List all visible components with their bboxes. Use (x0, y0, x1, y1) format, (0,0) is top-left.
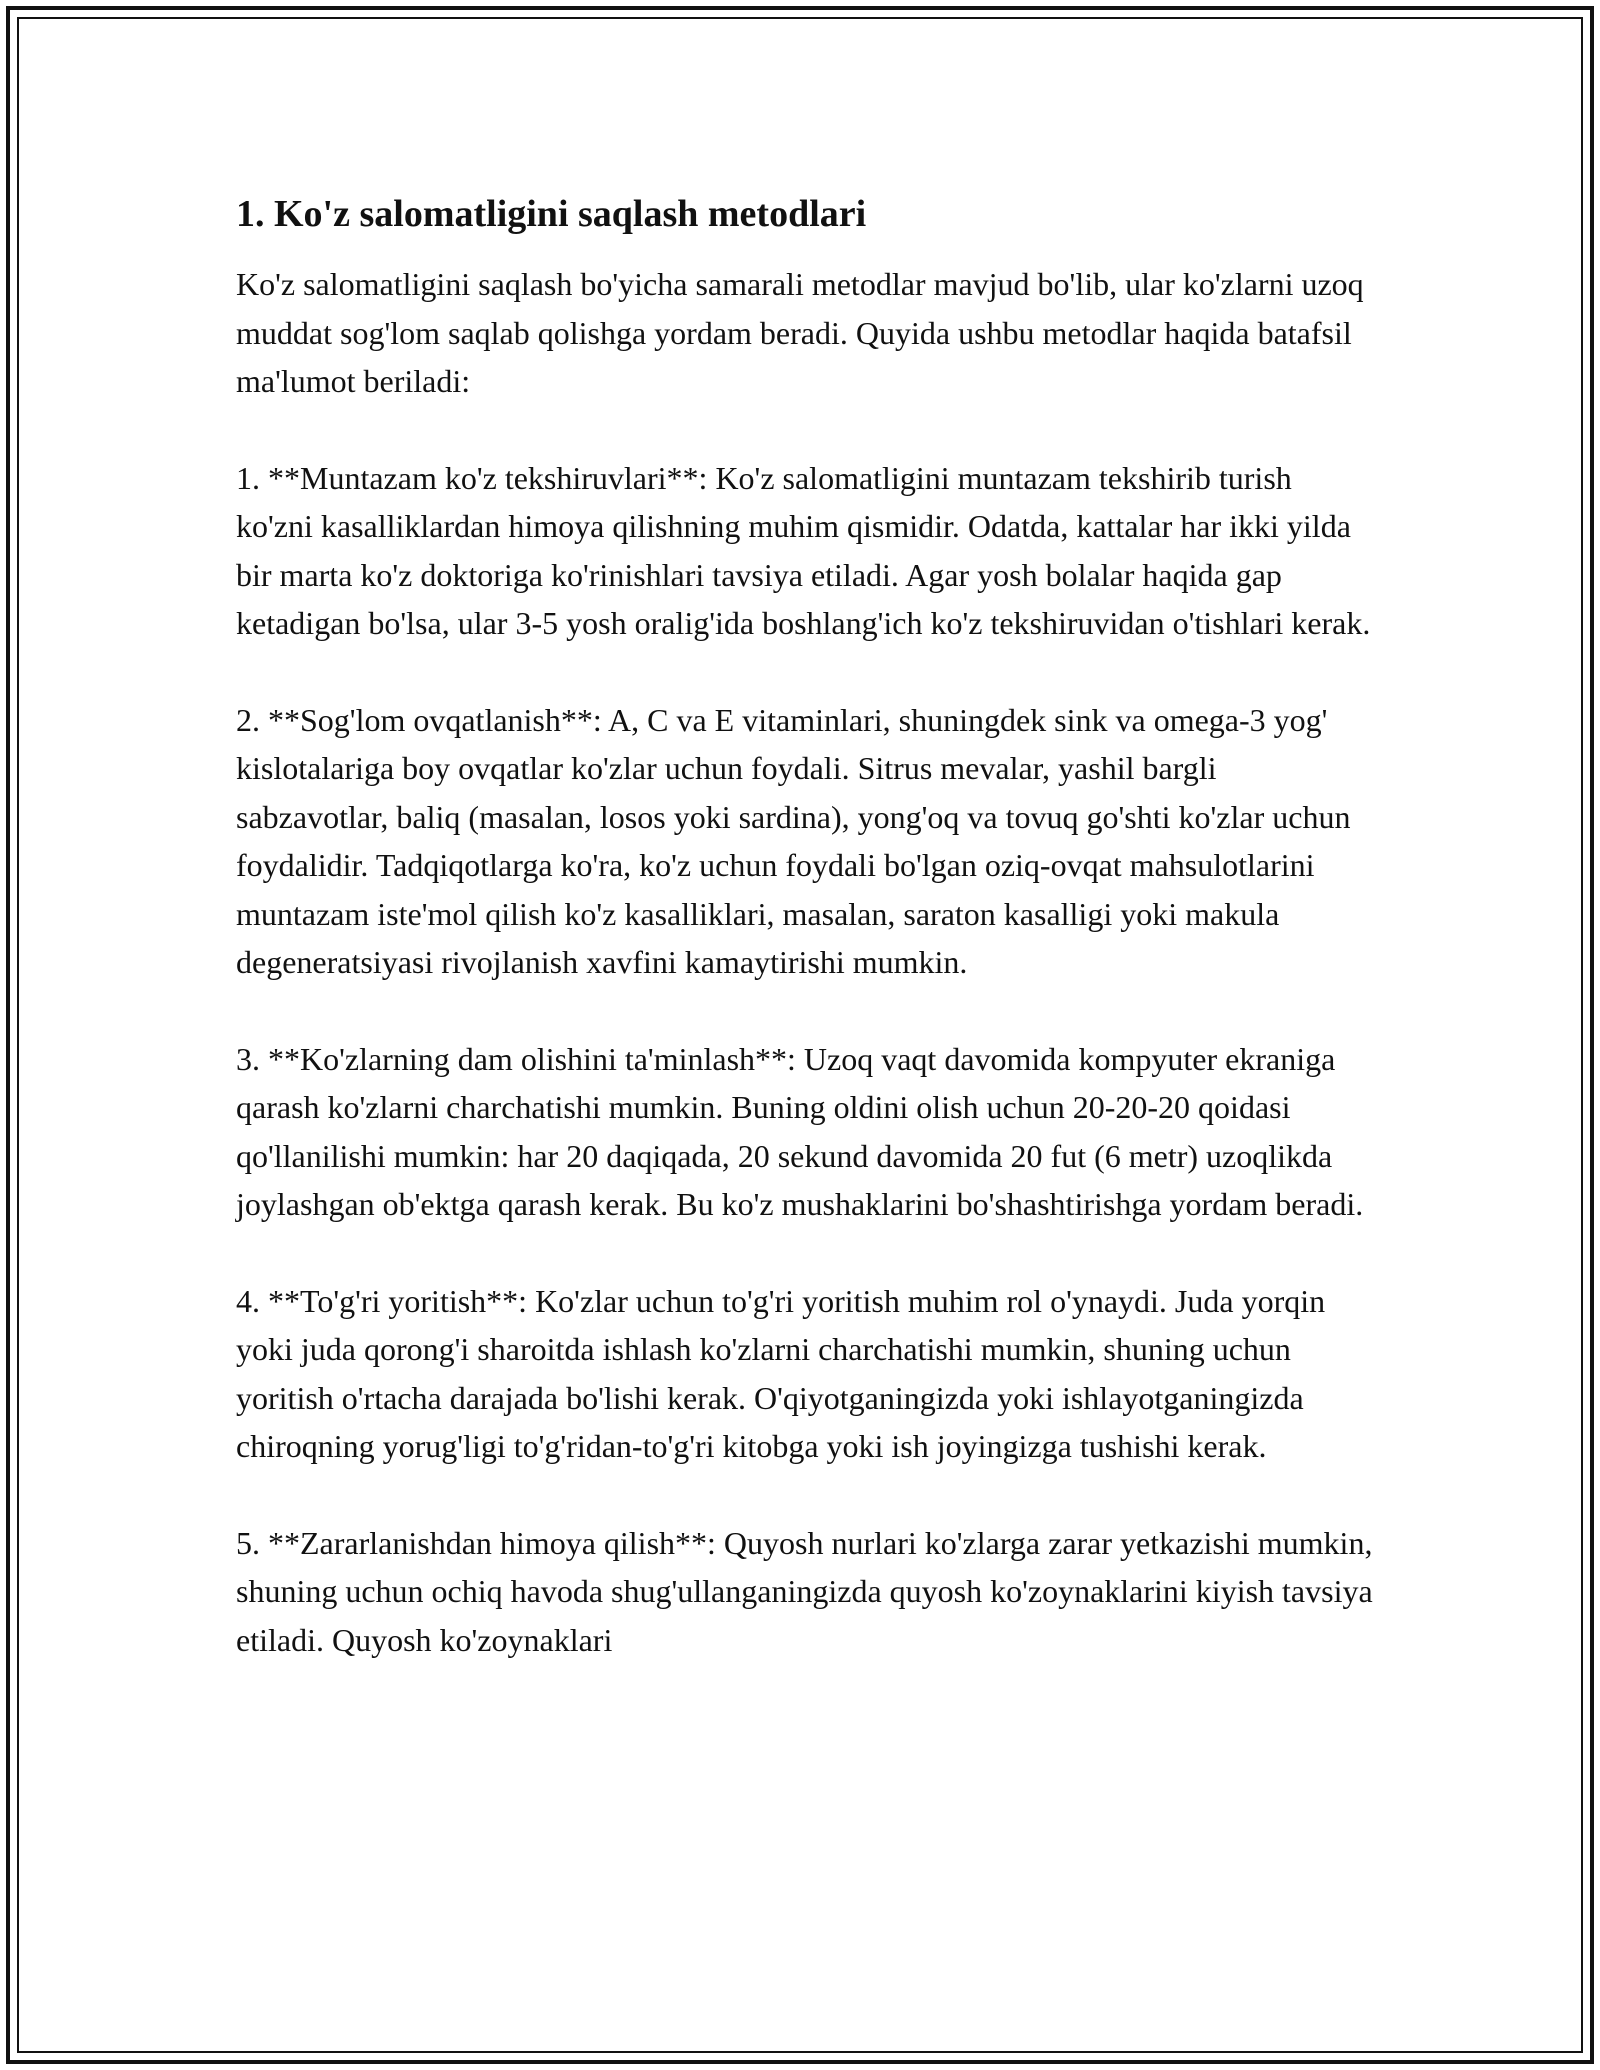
paragraph-eye-exams: 1. **Muntazam ko'z tekshiruvlari**: Ko'z salomatligini muntazam tekshirib turish ko'zni kasalliklardan himoya qilishning muhim qismidir. Odatda, kattalar har ikki yilda bir marta ko'z doktoriga ko'rinishlari tavsiya etiladi. Agar yosh bolalar haqida gap ketadigan bo'lsa, ular 3-5 yosh oralig'ida boshlang'ich ko'z tekshiruvidan o'tishlari kerak. (236, 459, 1371, 641)
document-body (236, 186, 1376, 1712)
paragraph-lighting: 4. **To'g'ri yoritish**: Ko'zlar uchun to'g'ri yoritish muhim rol o'ynaydi. Juda yorqin yoki juda qorong'i sharoitda ishlash ko'zlarni charchatishi mumkin, shuning uchun yoritish o'rtacha darajada bo'lishi kerak. O'qiyotganingizda yoki ishlayotganingizda chiroqning yorug'ligi to'g'ridan-to'g'ri kitobga yoki ish joyingizga tushishi kerak. (236, 1282, 1326, 1464)
intro-paragraph: Ko'z salomatligini saqlash bo'yicha samarali metodlar mavjud bo'lib, ular ko'zlarni uzoq muddat sog'lom saqlab qolishga yordam beradi. Quyida ushbu metodlar haqida batafsil ma'lumot beriladi: (236, 266, 1364, 399)
paragraph-nutrition: 2. **Sog'lom ovqatlanish**: A, C va E vitaminlari, shuningdek sink va omega-3 yog' kislotalariga boy ovqatlar ko'zlar uchun foydali. Sitrus mevalar, yashil bargli sabzavotlar, baliq (masalan, losos yoki sardina), yong'oq va tovuq go'shti ko'zlar uchun foydalidir. Tadqiqotlarga ko'ra, ko'z uchun foydali bo'lgan oziq-ovqat mahsulotlarini muntazam iste'mol qilish ko'z kasalliklari, masalan, saraton kasalligi yoki makula degeneratsiyasi rivojlanish xavfini kamaytirishi mumkin. (236, 701, 1351, 980)
section-title: 1. Ko'z salomatligini saqlash metodlari (236, 193, 867, 235)
paragraph-protection: 5. **Zararlanishdan himoya qilish**: Quyosh nurlari ko'zlarga zarar yetkazishi mumkin, shuning uchun ochiq havoda shug'ullanganingizda quyosh ko'zoynaklarini kiyish tavsiya etiladi. Quyosh ko'zoynaklari (236, 1524, 1373, 1658)
paragraph-eye-rest: 3. **Ko'zlarning dam olishini ta'minlash**: Uzoq vaqt davomida kompyuter ekraniga qarash ko'zlarni charchatishi mumkin. Buning oldini olish uchun 20-20-20 qoidasi qo'llanilishi mumkin: har 20 daqiqada, 20 sekund davomida 20 fut (6 metr) uzoqlikda joylashgan ob'ektga qarash kerak. Bu ko'z mushaklarini bo'shashtirishga yordam beradi. (236, 1040, 1364, 1222)
